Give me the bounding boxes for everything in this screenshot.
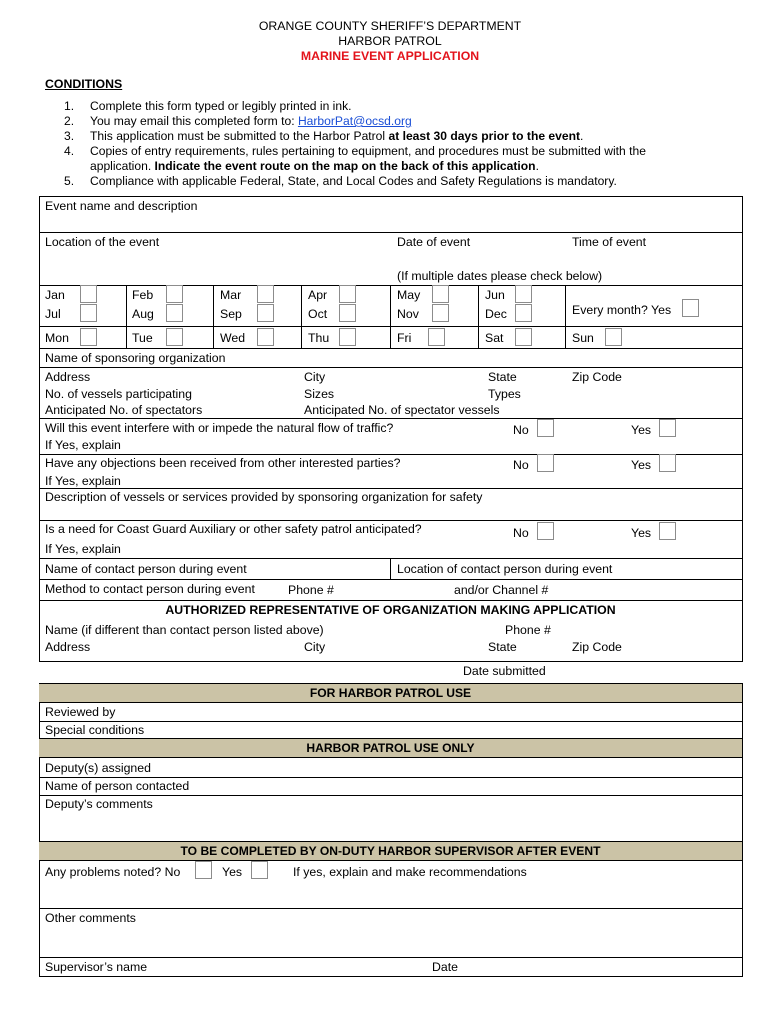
harbor-patrol-frame: [39, 683, 743, 977]
coast-guard-no-label: No: [513, 526, 529, 540]
month-jan-label: Jan: [45, 288, 65, 302]
problems-noted-label: Any problems noted? No: [45, 865, 181, 879]
contact-name-label: Name of contact person during event: [45, 562, 247, 576]
grid-line: [565, 285, 566, 348]
channel-label: and/or Channel #: [454, 583, 549, 597]
day-fri-label: Fri: [397, 331, 412, 345]
month-mar-label: Mar: [220, 288, 242, 302]
month-oct-checkbox[interactable]: [339, 304, 356, 322]
contact-location-label: Location of contact person during event: [397, 562, 613, 576]
department-name: ORANGE COUNTY SHERIFF’S DEPARTMENT: [258, 19, 522, 33]
safety-description-label: Description of vessels or services provided by sponsoring organization for safety: [45, 490, 483, 504]
coast-guard-explain-label: If Yes, explain: [45, 542, 121, 556]
grid-line: [213, 285, 214, 348]
city-label: City: [304, 370, 326, 384]
multiple-dates-note: (If multiple dates please check below): [397, 269, 603, 283]
month-jun-label: Jun: [485, 288, 505, 302]
month-jul-checkbox[interactable]: [80, 304, 97, 322]
spectator-vessels-label: Anticipated No. of spectator vessels: [304, 403, 500, 417]
objections-no-checkbox[interactable]: [537, 454, 554, 472]
spectators-label: Anticipated No. of spectators: [45, 403, 203, 417]
types-label: Types: [488, 387, 521, 401]
divider: [39, 777, 742, 778]
rep-address-label: Address: [45, 640, 91, 654]
vessels-label: No. of vessels participating: [45, 387, 192, 401]
explain-recommendations-label: If yes, explain and make recommendations: [293, 865, 527, 879]
coast-guard-question: Is a need for Coast Guard Auxiliary or other safety patrol anticipated?: [45, 522, 422, 536]
every-month-label: Every month? Yes: [572, 303, 672, 317]
month-dec-checkbox[interactable]: [515, 304, 532, 322]
month-aug-label: Aug: [132, 307, 154, 321]
day-thu-checkbox[interactable]: [339, 328, 356, 346]
traffic-no-checkbox[interactable]: [537, 419, 554, 437]
month-jun-checkbox[interactable]: [515, 285, 532, 303]
month-feb-label: Feb: [132, 288, 154, 302]
divider: [39, 908, 742, 909]
month-dec-label: Dec: [485, 307, 507, 321]
sponsoring-org-label: Name of sponsoring organization: [45, 351, 226, 365]
day-tue-checkbox[interactable]: [166, 328, 183, 346]
day-sat-label: Sat: [485, 331, 504, 345]
month-apr-checkbox[interactable]: [339, 285, 356, 303]
divider: [39, 795, 742, 796]
month-may-label: May: [397, 288, 421, 302]
day-fri-checkbox[interactable]: [428, 328, 445, 346]
month-may-checkbox[interactable]: [432, 285, 449, 303]
month-jan-checkbox[interactable]: [80, 285, 97, 303]
month-mar-checkbox[interactable]: [257, 285, 274, 303]
contact-method-label: Method to contact person during event: [45, 582, 255, 596]
coast-guard-no-checkbox[interactable]: [537, 522, 554, 540]
supervisor-heading: TO BE COMPLETED BY ON-DUTY HARBOR SUPERVISOR AFTER EVENT: [39, 841, 742, 861]
authorized-representative-heading: AUTHORIZED REPRESENTATIVE OF ORGANIZATION MAKING APPLICATION: [165, 603, 616, 617]
month-aug-checkbox[interactable]: [166, 304, 183, 322]
objections-explain-label: If Yes, explain: [45, 474, 121, 488]
month-nov-label: Nov: [397, 307, 419, 321]
month-sep-label: Sep: [220, 307, 242, 321]
divider: [39, 488, 742, 489]
harbor-patrol-use-only-heading: HARBOR PATROL USE ONLY: [39, 738, 742, 758]
form-title: MARINE EVENT APPLICATION: [300, 49, 480, 63]
supervisor-name-label: Supervisor’s name: [45, 960, 148, 974]
special-conditions-label: Special conditions: [45, 723, 145, 737]
divider: [39, 418, 742, 419]
day-mon-checkbox[interactable]: [80, 328, 97, 346]
reviewed-by-label: Reviewed by: [45, 705, 116, 719]
name-if-different-label: Name (if different than contact person listed above): [45, 623, 324, 637]
month-jul-label: Jul: [45, 307, 61, 321]
divider: [39, 579, 742, 580]
divider: [39, 348, 742, 349]
day-wed-label: Wed: [220, 331, 246, 345]
other-comments-label: Other comments: [45, 911, 136, 925]
deputy-comments-label: Deputy’s comments: [45, 797, 153, 811]
phone-label: Phone #: [288, 583, 334, 597]
problems-no-checkbox[interactable]: [195, 861, 212, 879]
grid-line: [390, 558, 391, 579]
grid-line: [301, 285, 302, 348]
day-tue-label: Tue: [132, 331, 153, 345]
divider: [39, 721, 742, 722]
date-submitted-label: Date submitted: [463, 664, 546, 678]
day-mon-label: Mon: [45, 331, 69, 345]
grid-line: [126, 285, 127, 348]
divider: [39, 367, 742, 368]
month-sep-checkbox[interactable]: [257, 304, 274, 322]
month-nov-checkbox[interactable]: [432, 304, 449, 322]
traffic-explain-label: If Yes, explain: [45, 438, 121, 452]
traffic-question: Will this event interfere with or impede the natural flow of traffic?: [45, 421, 394, 435]
traffic-yes-checkbox[interactable]: [659, 419, 676, 437]
month-oct-label: Oct: [308, 307, 328, 321]
day-sun-label: Sun: [572, 331, 594, 345]
objections-yes-checkbox[interactable]: [659, 454, 676, 472]
divider: [39, 600, 742, 601]
divider: [39, 957, 742, 958]
event-name-label: Event name and description: [45, 199, 198, 213]
divider: [39, 454, 742, 455]
divider: [39, 520, 742, 521]
coast-guard-yes-checkbox[interactable]: [659, 522, 676, 540]
supervisor-date-label: Date: [432, 960, 458, 974]
month-feb-checkbox[interactable]: [166, 285, 183, 303]
time-of-event-label: Time of event: [572, 235, 647, 249]
phone2-label: Phone #: [505, 623, 551, 637]
state-label: State: [488, 370, 517, 384]
month-apr-label: Apr: [308, 288, 328, 302]
day-wed-checkbox[interactable]: [257, 328, 274, 346]
coast-guard-yes-label: Yes: [631, 526, 652, 540]
division-name: HARBOR PATROL: [338, 34, 442, 48]
grid-line: [390, 285, 391, 348]
address-label: Address: [45, 370, 91, 384]
problems-yes-label: Yes: [222, 865, 243, 879]
divider: [39, 232, 742, 233]
traffic-no-label: No: [513, 423, 529, 437]
harbor-patrol-use-heading: FOR HARBOR PATROL USE: [39, 683, 742, 703]
date-of-event-label: Date of event: [397, 235, 471, 249]
traffic-yes-label: Yes: [631, 423, 652, 437]
day-thu-label: Thu: [308, 331, 330, 345]
person-contacted-label: Name of person contacted: [45, 779, 190, 793]
day-sun-checkbox[interactable]: [605, 328, 622, 346]
zip-label: Zip Code: [572, 370, 622, 384]
problems-yes-checkbox[interactable]: [251, 861, 268, 879]
rep-zip-label: Zip Code: [572, 640, 622, 654]
grid-line: [478, 285, 479, 348]
objections-no-label: No: [513, 458, 529, 472]
sizes-label: Sizes: [304, 387, 335, 401]
rep-city-label: City: [304, 640, 326, 654]
every-month-checkbox[interactable]: [682, 299, 699, 317]
day-sat-checkbox[interactable]: [515, 328, 532, 346]
deputies-assigned-label: Deputy(s) assigned: [45, 761, 151, 775]
objections-yes-label: Yes: [631, 458, 652, 472]
email-link[interactable]: HarborPat@ocsd.org: [297, 114, 412, 128]
rep-state-label: State: [488, 640, 517, 654]
conditions-heading: CONDITIONS: [45, 77, 123, 91]
location-label: Location of the event: [45, 235, 160, 249]
objections-question: Have any objections been received from other interested parties?: [45, 456, 401, 470]
